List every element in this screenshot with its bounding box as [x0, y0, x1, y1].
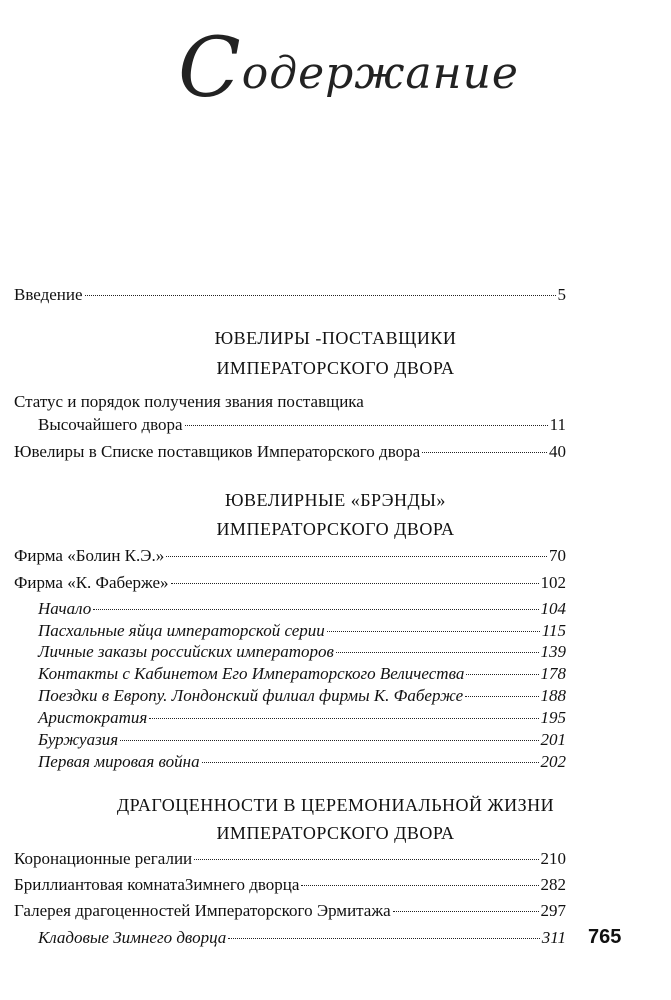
toc-entry-page: 104 [540, 599, 566, 618]
dot-leader [202, 762, 539, 763]
toc-entry-label: Первая мировая война [38, 752, 200, 771]
toc-entry-label: Контакты с Кабинетом Его Императорского Величества [38, 664, 465, 683]
dot-leader [149, 718, 538, 719]
toc-subentry[interactable] [38, 752, 566, 772]
page-title [178, 21, 519, 116]
toc-entry-label: Введение [14, 285, 83, 304]
toc-entry-page: 188 [540, 686, 566, 705]
toc-entry-page: 297 [540, 901, 566, 920]
toc-entry-label: Фирма «К. Фаберже» [14, 573, 169, 592]
dot-leader [336, 652, 539, 653]
toc-entry-page: 115 [541, 621, 566, 640]
toc-subentry[interactable] [38, 599, 566, 619]
dot-leader [171, 583, 539, 584]
dot-leader [393, 911, 539, 912]
toc-subentry[interactable] [38, 708, 566, 728]
toc-entry-page: 282 [540, 875, 566, 894]
toc-subentry[interactable] [38, 621, 566, 641]
toc-entry-page: 40 [549, 442, 566, 461]
toc-entry-status[interactable] [38, 415, 566, 435]
toc-entry-label: Аристократия [38, 708, 148, 727]
dot-leader [465, 696, 538, 697]
toc-entry-faberge[interactable] [14, 573, 566, 593]
toc-entry-jewelers-list[interactable] [14, 442, 566, 462]
section-heading-1b: ИМПЕРАТОРСКОГО ДВОРА [216, 358, 455, 378]
page-number: 765 [588, 926, 622, 948]
toc-entry-label: Высочайшего двора [38, 415, 183, 434]
toc-entry-label: Фирма «Болин К.Э.» [14, 546, 165, 565]
toc-entry-label: Галерея драгоценностей Императорского Эрмитажа [14, 901, 391, 920]
section-heading-2: ЮВЕЛИРНЫЕ «БРЭНДЫ» [225, 490, 446, 510]
dot-leader [166, 556, 547, 557]
toc-entry-page: 139 [540, 642, 566, 661]
dot-leader [422, 452, 547, 453]
toc-entry-regalia[interactable] [14, 849, 566, 869]
toc-entry-page: 70 [549, 546, 566, 565]
toc-entry-gallery[interactable] [14, 901, 566, 921]
dot-leader [228, 938, 539, 939]
toc-entry-intro[interactable] [14, 285, 566, 305]
toc-entry-diamond-room[interactable] [14, 875, 566, 895]
toc-entry-page: 5 [557, 285, 566, 304]
dot-leader [301, 885, 538, 886]
dot-leader [85, 295, 556, 296]
toc-entry-label: Ювелиры в Списке поставщиков Императорского двора [14, 442, 421, 461]
dot-leader [466, 674, 538, 675]
title-initial: С [178, 21, 242, 116]
toc-entry-page: 201 [540, 730, 566, 749]
toc-entry-label: Пасхальные яйца императорской серии [38, 621, 325, 640]
toc-entry-label: Бриллиантовая комнатаЗимнего дворца [14, 875, 300, 894]
toc-entry-line1: Статус и порядок получения звания поставщика [14, 392, 364, 411]
toc-entry-label: Поездки в Европу. Лондонский филиал фирмы К. Фаберже [38, 686, 464, 705]
toc-entry-page: 311 [541, 928, 566, 947]
toc-subentry[interactable] [38, 642, 566, 662]
toc-entry-page: 11 [549, 415, 566, 434]
toc-entry-page: 195 [540, 708, 566, 727]
toc-entry-page: 178 [540, 664, 566, 683]
toc-subentry[interactable] [38, 686, 566, 706]
section-heading-1: ЮВЕЛИРЫ -ПОСТАВЩИКИ [214, 328, 457, 348]
toc-entry-page: 102 [540, 573, 566, 592]
toc-entry-page: 210 [540, 849, 566, 868]
toc-subentry[interactable] [38, 928, 566, 948]
toc-entry-page: 202 [540, 752, 566, 771]
dot-leader [327, 631, 540, 632]
toc-entry-label: Личные заказы российских императоров [38, 642, 334, 661]
toc-entry-label: Кладовые Зимнего дворца [38, 928, 227, 947]
dot-leader [194, 859, 538, 860]
toc-subentry[interactable] [38, 664, 566, 684]
dot-leader [93, 609, 538, 610]
toc-entry-label: Буржуазия [38, 730, 119, 749]
toc-entry-bolin[interactable] [14, 546, 566, 566]
section-heading-3: ДРАГОЦЕННОСТИ В ЦЕРЕМОНИАЛЬНОЙ ЖИЗНИ [116, 795, 555, 815]
toc-entry-label: Коронационные регалии [14, 849, 193, 868]
toc-entry-label: Начало [38, 599, 92, 618]
title-rest: одержание [241, 48, 519, 99]
section-heading-2b: ИМПЕРАТОРСКОГО ДВОРА [216, 519, 455, 539]
dot-leader [120, 740, 538, 741]
toc-subentry[interactable] [38, 730, 566, 750]
dot-leader [185, 425, 548, 426]
section-heading-3b: ИМПЕРАТОРСКОГО ДВОРА [216, 823, 455, 843]
